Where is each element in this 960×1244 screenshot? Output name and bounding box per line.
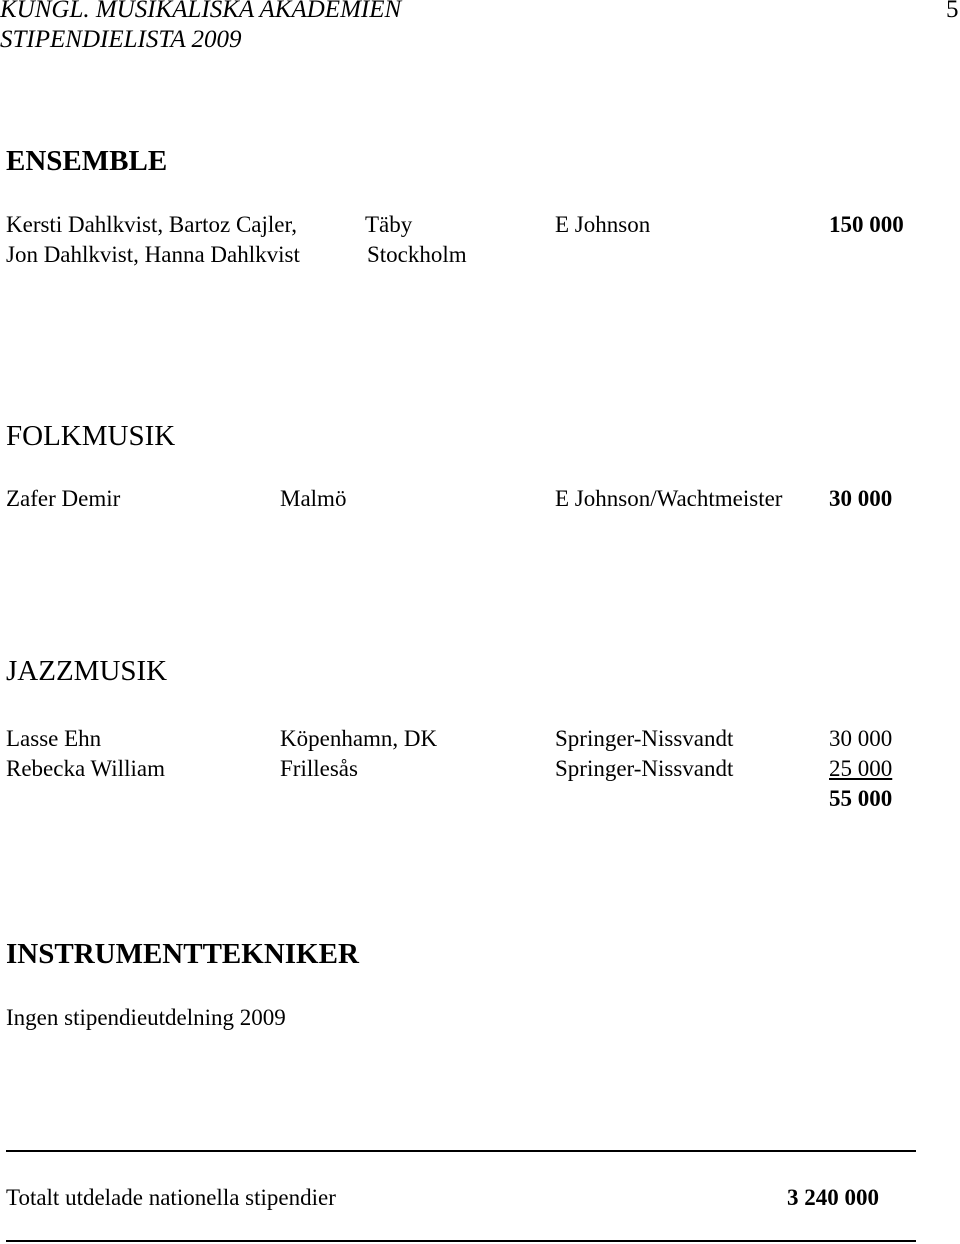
section-title-ensemble: ENSEMBLE (6, 145, 168, 177)
ensemble-amount: 150 000 (829, 212, 904, 237)
ensemble-names-line1: Kersti Dahlkvist, Bartoz Cajler, (6, 212, 297, 237)
ensemble-names-line2: Jon Dahlkvist, Hanna Dahlkvist (6, 242, 300, 267)
row-name: Lasse Ehn (6, 726, 102, 751)
section-title-jazzmusik: JAZZMUSIK (6, 655, 168, 687)
section-title-instrumenttekniker: INSTRUMENTTEKNIKER (6, 938, 359, 970)
row-city: Köpenhamn, DK (280, 726, 438, 751)
row-city: Frillesås (280, 756, 358, 781)
divider-top (6, 1150, 916, 1152)
row-name: Zafer Demir (6, 486, 121, 511)
ensemble-city-line1: Täby (365, 212, 413, 237)
instrumenttekniker-note: Ingen stipendieutdelning 2009 (6, 1005, 286, 1030)
summary-amount: 3 240 000 (787, 1185, 879, 1210)
jazzmusik-total: 55 000 (829, 786, 893, 811)
header-org: KUNGL. MUSIKALISKA AKADEMIEN (0, 0, 402, 23)
row-amount: 30 000 (829, 726, 893, 751)
row-fund: E Johnson/Wachtmeister (555, 486, 783, 511)
ensemble-fund: E Johnson (555, 212, 651, 237)
row-city: Malmö (280, 486, 347, 511)
page-number: 5 (946, 0, 959, 23)
section-title-folkmusik: FOLKMUSIK (6, 420, 176, 452)
ensemble-city-line2: Stockholm (367, 242, 467, 267)
row-amount: 30 000 (829, 486, 893, 511)
divider-bottom (6, 1240, 916, 1242)
summary-label: Totalt utdelade nationella stipendier (6, 1185, 336, 1210)
row-name: Rebecka William (6, 756, 165, 781)
row-fund: Springer-Nissvandt (555, 726, 734, 751)
row-amount: 25 000 (829, 756, 893, 781)
row-fund: Springer-Nissvandt (555, 756, 734, 781)
header-subtitle: STIPENDIELISTA 2009 (0, 26, 242, 53)
